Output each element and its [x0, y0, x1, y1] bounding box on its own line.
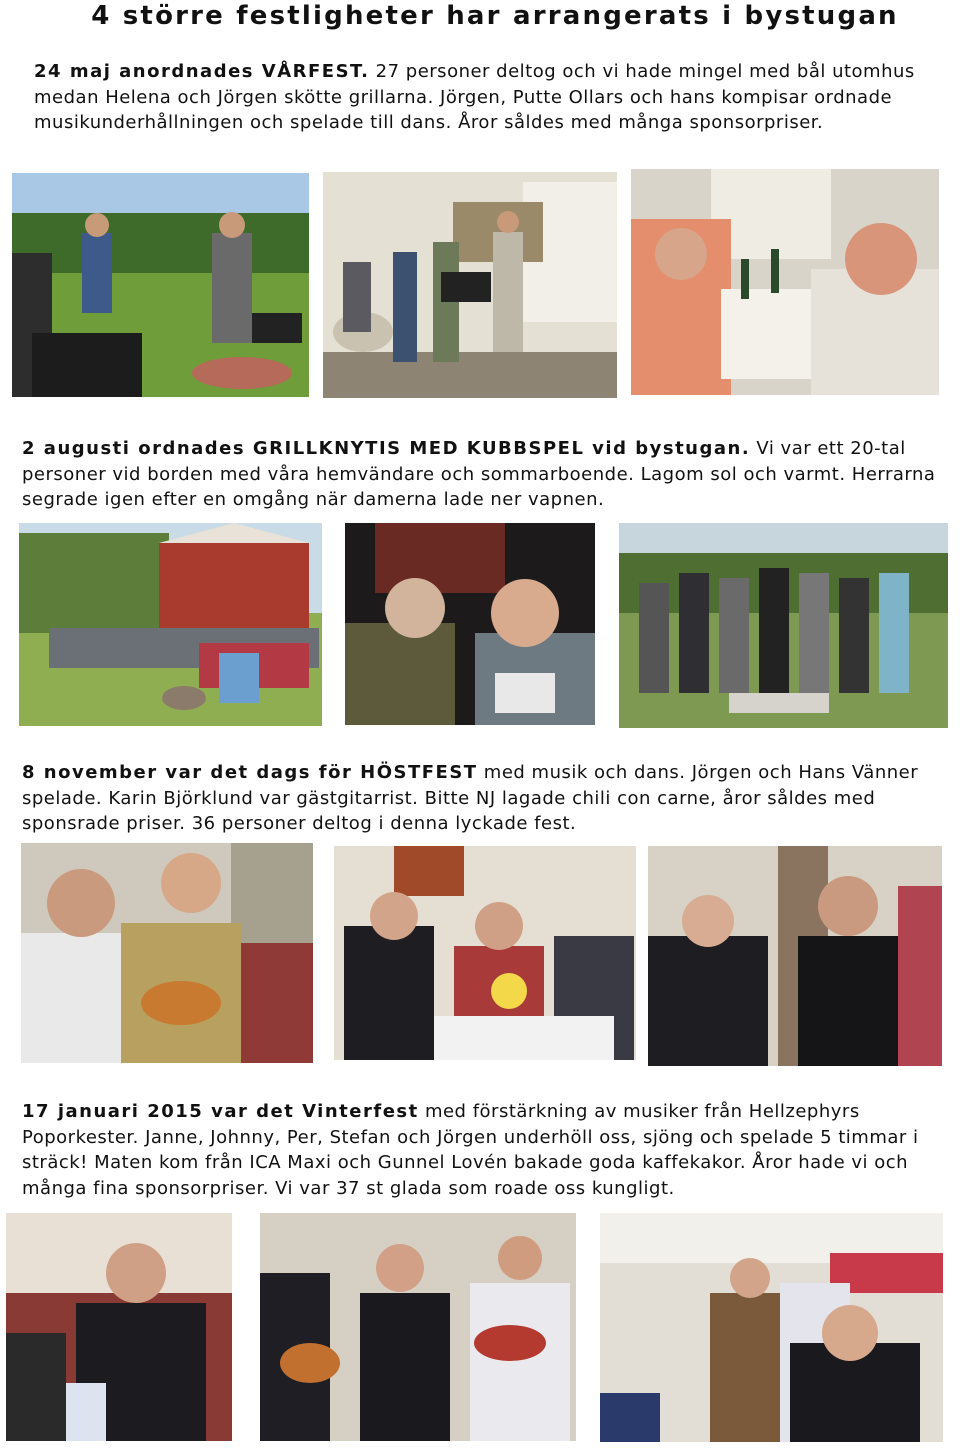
section-body: 27 personer deltog och vi hade mingel med bål utomhus medan Helena och Jörgen skötte grillarna. Jörgen, Putte Ollars och hans kompisar ordnade musikunderhållningen och spelade till dans. Åror såldes med många sponsorpriser. [34, 61, 915, 133]
section-body: Vi var ett 20-tal personer vid borden med våra hemvändare och sommarboende. Lagom sol och varmt. Herrarna segrade igen efter en omgång när damerna lade ner vapnen. [22, 438, 936, 510]
band-photo [323, 172, 617, 398]
section-body: med musik och dans. Jörgen och Hans Vänner spelade. Karin Björklund var gästgitarrist. Bitte NJ lagade chili con carne, åror såldes med sponsrade priser. 36 personer deltog i denna lyckade fest. [22, 762, 919, 834]
page-title: 4 större festligheter har arrangerats i bystugan [91, 1, 899, 31]
section-body: med förstärkning av musiker från Hellzephyrs Poporkester. Janne, Johnny, Per, Stefan och Jörgen underhöll oss, sjöng och spelade 5 timmar i sträck! Maten kom från ICA Maxi och Gunnel Lovén bakade goda kaffekakor. Åror hade vi och många fina sponsorpriser. Vi var 37 st glada som roade oss kungligt. [22, 1101, 919, 1199]
section-text-hostfest [22, 760, 940, 837]
dance-photo [600, 1213, 943, 1442]
guitar-band-photo [260, 1213, 576, 1441]
section-text-varfest [34, 59, 934, 136]
section-lead: 8 november var det dags för HÖSTFEST [22, 762, 478, 783]
group-photo [619, 523, 948, 728]
singer-photo [6, 1213, 232, 1441]
section-text-vinterfest [22, 1099, 960, 1201]
couple-photo [648, 846, 942, 1066]
grill-photo [12, 173, 309, 397]
guests-table-photo [334, 846, 636, 1060]
musicians-photo [21, 843, 313, 1063]
outdoor-tables-photo [19, 523, 322, 726]
dinner-table-photo [631, 169, 939, 395]
section-lead: 17 januari 2015 var det Vinterfest [22, 1101, 419, 1122]
section-text-grillknytis [22, 436, 940, 513]
section-lead: 24 maj anordnades VÅRFEST. [34, 61, 370, 82]
section-lead: 2 augusti ordnades GRILLKNYTIS MED KUBBSPEL vid bystugan. [22, 438, 751, 459]
evening-portrait-photo [345, 523, 595, 725]
